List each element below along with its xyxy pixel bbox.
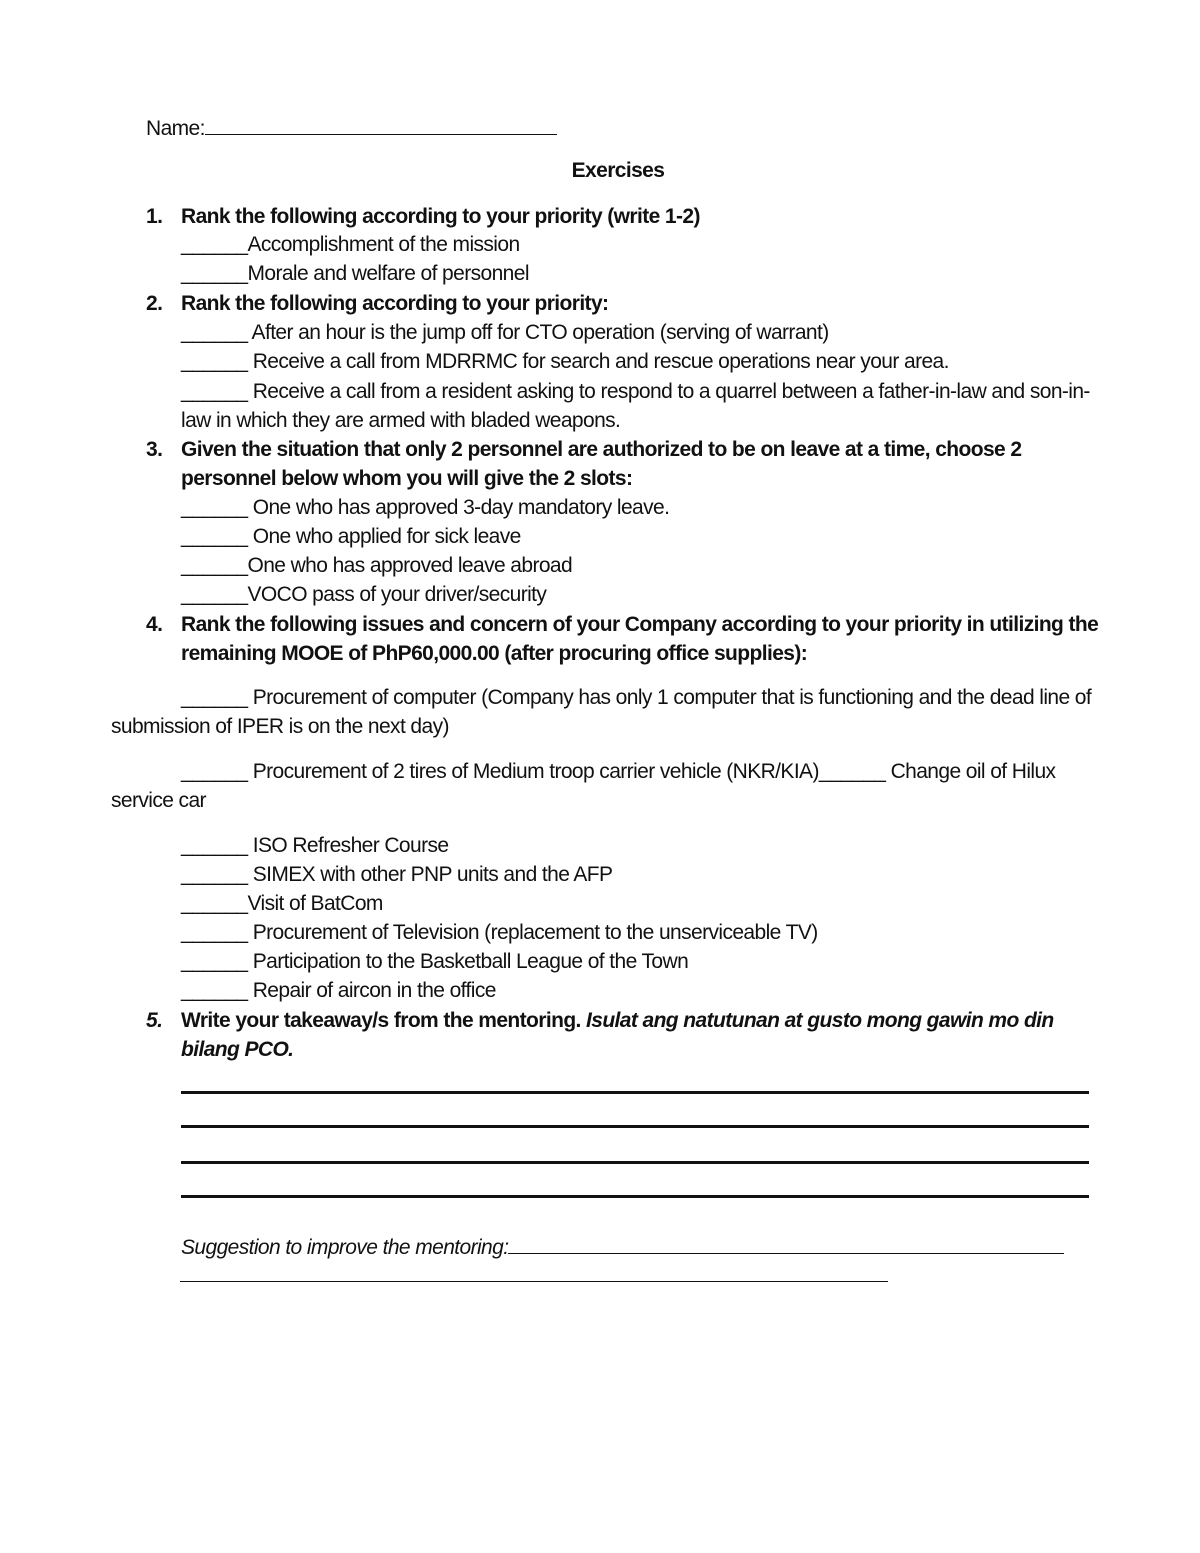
- q4-item-continuation: service car: [111, 789, 206, 812]
- q4-item: ______Visit of BatCom: [181, 892, 383, 915]
- name-label: Name:: [146, 117, 205, 140]
- q2-item-continuation: law in which they are armed with bladed weapons.: [181, 409, 621, 432]
- q3-prompt-line2: personnel below whom you will give the 2 slots:: [181, 467, 633, 490]
- answer-blank[interactable]: ______: [181, 686, 248, 709]
- name-row: [146, 114, 557, 142]
- answer-blank[interactable]: ______: [181, 760, 248, 783]
- answer-line[interactable]: [181, 1125, 1089, 1128]
- answer-blank[interactable]: ______: [181, 979, 248, 1002]
- answer-blank[interactable]: ______: [181, 554, 248, 577]
- answer-line[interactable]: [181, 1161, 1089, 1164]
- answer-blank[interactable]: ______: [181, 321, 248, 344]
- answer-blank[interactable]: ______: [818, 760, 886, 783]
- q4-item: ______ Participation to the Basketball League of the Town: [181, 950, 689, 973]
- answer-blank[interactable]: ______: [181, 262, 248, 285]
- q2-number: 2.: [146, 292, 163, 315]
- q4-item-continuation: submission of IPER is on the next day): [111, 715, 449, 738]
- q4-prompt-line2: remaining MOOE of PhP60,000.00 (after procuring office supplies):: [181, 642, 808, 665]
- q5-number: 5.: [146, 1009, 163, 1032]
- q3-number: 3.: [146, 438, 163, 461]
- q4-number: 4.: [146, 613, 163, 636]
- q3-item: ______One who has approved leave abroad: [181, 554, 573, 577]
- q4-item: ______ Procurement of 2 tires of Medium troop carrier vehicle (NKR/KIA)______ Change oil of Hilux: [181, 760, 1056, 783]
- q5-prompt-line1: Write your takeaway/s from the mentoring. Isulat ang natutunan at gusto mong gawin mo din: [181, 1009, 1054, 1032]
- q2-item: ______ Receive a call from a resident asking to respond to a quarrel between a father-in-law and son-in-: [181, 380, 1090, 403]
- q2-item: ______ Receive a call from MDRRMC for search and rescue operations near your area.: [181, 350, 949, 373]
- answer-blank[interactable]: ______: [181, 233, 248, 256]
- answer-blank[interactable]: ______: [181, 863, 248, 886]
- q1-prompt: Rank the following according to your priority (write 1-2): [181, 205, 700, 228]
- suggestion-row: [181, 1233, 1064, 1261]
- q1-number: 1.: [146, 205, 163, 228]
- q1-item: ______Accomplishment of the mission: [181, 233, 520, 256]
- answer-blank[interactable]: ______: [181, 950, 248, 973]
- answer-blank[interactable]: ______: [181, 892, 248, 915]
- q4-prompt-line1: Rank the following issues and concern of your Company according to your priority in utilizing the: [181, 613, 1099, 636]
- q3-prompt-line1: Given the situation that only 2 personnel are authorized to be on leave at a time, choose 2: [181, 438, 1022, 461]
- page-title: Exercises: [571, 159, 665, 182]
- q4-item: ______ ISO Refresher Course: [181, 834, 449, 857]
- answer-blank[interactable]: ______: [181, 350, 248, 373]
- q4-item: ______ Procurement of Television (replacement to the unserviceable TV): [181, 921, 818, 944]
- q1-item: ______Morale and welfare of personnel: [181, 262, 529, 285]
- answer-blank[interactable]: ______: [181, 525, 248, 548]
- answer-blank[interactable]: ______: [181, 921, 248, 944]
- q3-item: ______ One who applied for sick leave: [181, 525, 521, 548]
- answer-blank[interactable]: ______: [181, 583, 248, 606]
- answer-line[interactable]: [181, 1091, 1089, 1094]
- q4-item: ______ SIMEX with other PNP units and the AFP: [181, 863, 613, 886]
- q4-item: ______ Repair of aircon in the office: [181, 979, 496, 1002]
- q2-item: ______ After an hour is the jump off for CTO operation (serving of warrant): [181, 321, 829, 344]
- q2-prompt: Rank the following according to your priority:: [181, 292, 609, 315]
- q5-prompt-line2: bilang PCO.: [181, 1038, 294, 1061]
- q3-item: ______ One who has approved 3-day mandatory leave.: [181, 496, 670, 519]
- q3-item: ______VOCO pass of your driver/security: [181, 583, 547, 606]
- answer-blank[interactable]: ______: [181, 380, 248, 403]
- answer-blank[interactable]: ______: [181, 834, 248, 857]
- answer-blank[interactable]: ______: [181, 496, 248, 519]
- suggestion-field-line2[interactable]: [180, 1281, 888, 1282]
- q4-item: ______ Procurement of computer (Company has only 1 computer that is functioning and the dead line of: [181, 686, 1092, 709]
- name-field[interactable]: [205, 114, 557, 135]
- suggestion-field[interactable]: [508, 1233, 1064, 1254]
- answer-line[interactable]: [181, 1195, 1089, 1198]
- suggestion-label: Suggestion to improve the mentoring:: [181, 1236, 509, 1259]
